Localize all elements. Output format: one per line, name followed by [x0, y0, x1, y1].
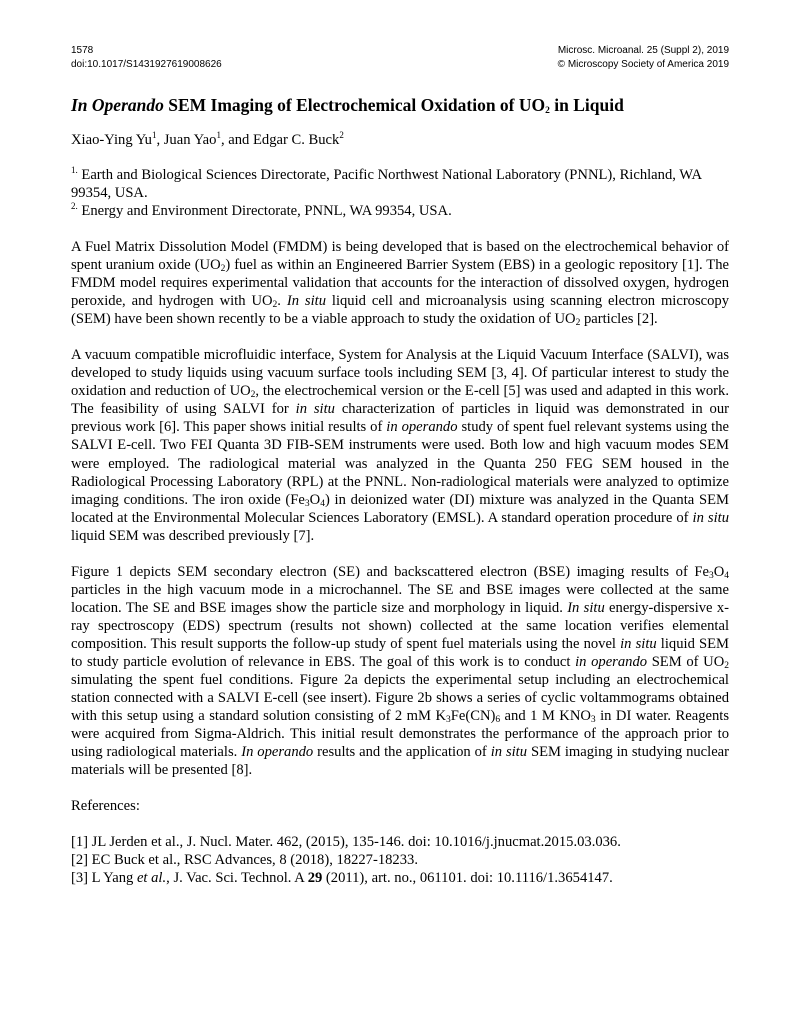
reference-list [71, 833, 729, 887]
italic-text: In operando [241, 744, 314, 761]
italic-text: in situ [490, 744, 528, 761]
subscript: 3 [590, 715, 596, 726]
italic-text: in situ [620, 635, 657, 652]
text-run: characterization of particles in liquid was demonstrated in our previous work [6]. This paper shows initial results of [71, 401, 730, 436]
subscript: 2 [220, 264, 226, 275]
affiliation-2 [71, 202, 729, 220]
italic-text: In situ [286, 293, 326, 310]
text-run: liquid SEM was described previously [7]. [71, 527, 315, 544]
italic-text: in operando [575, 653, 648, 670]
subscript: 2 [575, 318, 581, 329]
bold-text: 29 [307, 870, 323, 887]
text-run: ) in deionized water (DI) mixture was analyzed in the Quanta SEM located at the Environmental Molecular Sciences Laboratory (EMSL). A standard operation procedure of [71, 491, 730, 526]
subscript: 3 [304, 498, 310, 509]
text-run: . [277, 293, 287, 310]
subscript: 4 [724, 570, 729, 581]
body-paragraph-2 [71, 346, 729, 545]
text-run: A Fuel Matrix Dissolution Model (FMDM) is being developed that is based on the electrochemical behavior of spent uranium oxide (UO [71, 239, 729, 274]
subscript: 4 [320, 498, 325, 509]
doi: doi:10.1017/S1431927619008626 [71, 59, 222, 70]
text-run: particles [2]. [580, 311, 658, 328]
text-run: (2011), art. no., 061101. doi: 10.1116/1.3654147. [322, 870, 613, 887]
reference-item [71, 851, 729, 869]
affiliation-text: Energy and Environment Directorate, PNNL, WA 99354, USA. [77, 203, 452, 219]
italic-text: In situ [567, 599, 605, 616]
text-run: ) fuel as within an Engineered Barrier System (EBS) in a geologic repository [1]. The FMDM model requires experimental validation that accounts for the interaction of dissolved oxygen, hydrogen peroxide, and hydrogen with UO [71, 257, 729, 310]
page-number: 1578 [71, 45, 94, 56]
text-run: SEM of UO [647, 653, 725, 670]
paper-title [71, 94, 729, 116]
text-run: [3] L Yang [71, 870, 137, 887]
text-run: particles in the high vacuum mode in a microchannel. The SE and BSE images were collected at the same location. The SE and BSE images show the particle size and morphology in liquid. [71, 581, 729, 616]
text-run: liquid SEM to study particle evolution of relevance in EBS. The goal of this work is to conduct [71, 635, 729, 670]
title-italic: In Operando [71, 95, 164, 115]
running-header-row-2 [71, 58, 729, 72]
text-run: study of spent fuel relevant systems using the SALVI E-cell. Two FEI Quanta 3D FIB-SEM instruments were used. Both low and high vacuum modes SEM were employed. The radiological material was analyzed in the Quanta 250 FEG SEM housed in the Radiological Processing Laboratory (RPL) at the PNNL. Non-radiological materials were analyzed to optimize imaging conditions. The iron oxide (Fe [71, 419, 729, 508]
author-name: Juan Yao [163, 132, 217, 148]
journal-citation: Microsc. Microanal. 25 (Suppl 2), 2019 [557, 45, 729, 56]
subscript: 2 [250, 390, 256, 401]
text-run: A vacuum compatible microfluidic interface, System for Analysis at the Liquid Vacuum Interface (SALVI), was developed to study liquids using vacuum surface tools including SEM [3, 4]. Of particular interest to study the oxidation and reduction of UO [71, 347, 729, 400]
author-name: Edgar C. Buck [252, 132, 340, 148]
title-end: in Liquid [549, 95, 624, 115]
text-run: liquid cell and microanalysis using scanning electron microscopy (SEM) have been shown recently to be a viable approach to study the oxidation of UO [71, 293, 730, 328]
text-run: O [713, 563, 725, 580]
affiliation-text: Earth and Biological Sciences Directorate, Pacific Northwest National Laboratory (PNNL), Richland, WA 99354, USA. [71, 167, 702, 201]
subscript: 2 [724, 660, 729, 671]
author-separator: , [156, 132, 164, 148]
subscript: 3 [708, 570, 714, 581]
reference-item [71, 869, 729, 887]
title-subscript: 2 [545, 106, 550, 116]
copyright: © Microscopy Society of America 2019 [557, 59, 729, 70]
affiliation-mark: 2. [71, 201, 78, 212]
text-run: Fe(CN) [450, 708, 496, 725]
text-run: results and the application of [313, 744, 491, 761]
running-header-row-1 [71, 44, 729, 58]
author-affiliation-mark: 1 [216, 130, 221, 141]
reference-item [71, 833, 729, 851]
author-affiliation-mark: 1 [151, 130, 157, 141]
affiliation-1 [71, 166, 729, 202]
text-run: SEM imaging in studying nuclear materials will be presented [8]. [71, 744, 730, 779]
italic-text: et al. [136, 870, 167, 887]
author-affiliation-mark: 2 [339, 130, 344, 141]
italic-text: in operando [386, 419, 458, 436]
title-main: SEM Imaging of Electrochemical Oxidation of UO [163, 95, 546, 115]
affiliations [71, 166, 729, 220]
paper-page [71, 44, 729, 887]
text-run: , the electrochemical version or the E-cell [5] was used and adapted in this work. The feasibility of using SALVI for [71, 383, 729, 418]
body-paragraph-3 [71, 563, 729, 780]
text-run: Figure 1 depicts SEM secondary electron (SE) and backscattered electron (BSE) imaging results of Fe [71, 563, 709, 580]
text-run: [1] JL Jerden et al., J. Nucl. Mater. 462, (2015), 135-146. doi: 10.1016/j.jnucmat.2015.03.036. [71, 834, 621, 851]
author-separator: , and [220, 132, 253, 148]
text-run: simulating the spent fuel conditions. Figure 2a depicts the experimental setup including an electrochemical station connected with a SALVI E-cell (see insert). Figure 2b shows a series of cyclic voltammograms obtained with this setup using a standard solution consisting of 2 mM K [71, 672, 729, 725]
italic-text: in situ [295, 401, 335, 418]
text-run: and 1 M KNO [500, 708, 591, 725]
text-run: , J. Vac. Sci. Technol. A [166, 870, 308, 887]
references-heading: References: [71, 798, 140, 815]
text-run: in DI water. Reagents were acquired from Sigma-Aldrich. This initial result demonstrates the performance of the approach prior to using radiological materials. [71, 708, 729, 761]
italic-text: in situ [692, 509, 729, 526]
text-run: energy-dispersive x-ray spectroscopy (EDS) spectrum (results not shown) collected at the same location verifies elemental composition. This result supports the follow-up study of spent fuel materials using the novel [71, 599, 730, 652]
author-list [71, 131, 729, 149]
text-run: O [309, 491, 321, 508]
subscript: 3 [446, 715, 451, 726]
body-paragraph-1 [71, 238, 729, 328]
author-name: Xiao-Ying Yu [71, 132, 152, 148]
text-run: [2] EC Buck et al., RSC Advances, 8 (2018), 18227-18233. [71, 852, 418, 869]
subscript: 6 [495, 715, 501, 726]
affiliation-mark: 1. [71, 165, 78, 176]
subscript: 2 [272, 300, 278, 311]
